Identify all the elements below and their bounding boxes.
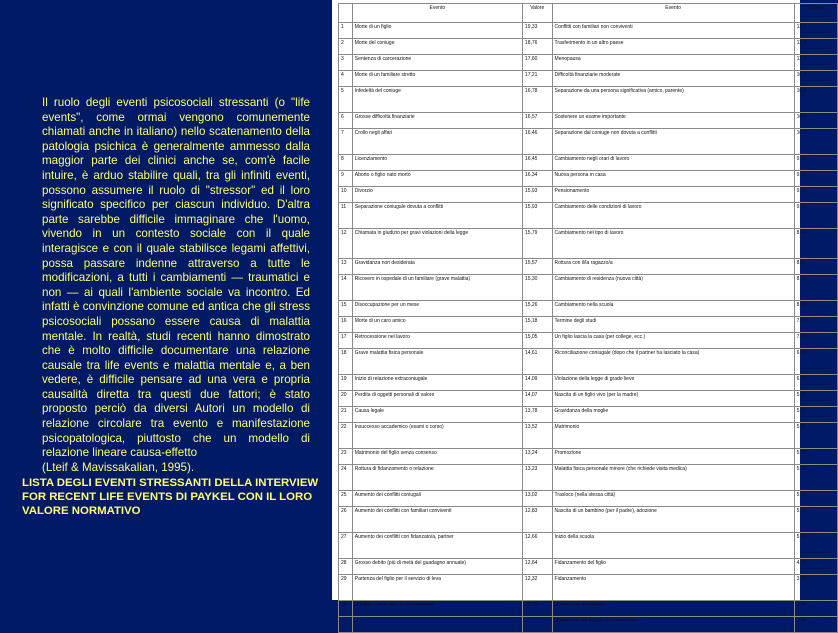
event-name-2: Fidanzamento: [552, 575, 794, 601]
row-number: 19: [339, 375, 353, 391]
table-row: [339, 259, 838, 275]
table-row: [339, 423, 838, 449]
event-name-2: Promozione: [552, 449, 794, 465]
event-value-2: 5,14: [794, 491, 837, 507]
intro-text: Il ruolo degli eventi psicosociali stressanti (o "life events", come ormai vengono comunemente chiamati anche in italiano) nello scatenamento della patologia psichica è generalmente ammesso dalla maggior parte dei clinici anche se, com'è facile intuire, è arduo stabilire quali, tra gli infiniti eventi, possono assumere il ruolo di "stressor" ed il loro significato specifico per ciascun individuo. D'altra parte sarebbe difficile immaginare che l'uomo, vivendo in un contesto sociale con il quale interagisce e con il quale stabilisce legami affettivi, possa passare indenne attraverso a tutte le modificazioni, a tutti i cambiamenti — traumatici e non — ai quali l'ambiente sociale va incontro. Ed infatti è convinzione comune ed antica che gli stress psicosociali possano essere causa di malattia mentale. In realtà, studi recenti hanno dimostrato che è molto difficile documentare una relazione causale tra life events e malattia mentale e, a ben vedere, è difficile pensare ad una vera e propria causalità diretta tra questi due fattori; è stato proposto perciò da diversi Autori un modello di relazione circolare tra evento e manifestazione psicopatologica, piuttosto che un modello di relazione lineare causa-effetto: [42, 96, 310, 460]
event-value: 15,18: [522, 317, 552, 333]
event-value: 16,34: [522, 171, 552, 187]
event-value-2: 7,61: [794, 317, 837, 333]
row-number: 12: [339, 229, 353, 259]
row-number: 10: [339, 187, 353, 203]
event-name-2: Matrimonio: [552, 423, 794, 449]
row-number: 5: [339, 87, 353, 113]
event-name-2: Sostenere un esame importante: [552, 113, 794, 129]
event-value-2: 11,0: [794, 55, 837, 71]
row-number: 14: [339, 275, 353, 301]
event-value-2: 8,84: [794, 229, 837, 259]
table-row: [339, 575, 838, 601]
event-name: Morte di un caro amico: [352, 317, 522, 333]
row-number: 21: [339, 407, 353, 423]
header-number: [339, 4, 353, 23]
event-name-2: Cambiamento nel tipo di lavoro: [552, 229, 794, 259]
event-name-2: Menopausa: [552, 55, 794, 71]
row-number: 4: [339, 71, 353, 87]
event-value: 14,09: [522, 375, 552, 391]
event-name-2: Cambiamento negli orari di lavoro: [552, 155, 794, 171]
header-event: Evento: [352, 4, 522, 23]
event-name-2: Trasloco (nella stessa città): [552, 491, 794, 507]
row-number: 15: [339, 301, 353, 317]
event-name-2: Malattia fisica personale minore (che richiede visita medica): [552, 465, 794, 491]
event-name: Licenziamento: [352, 155, 522, 171]
event-value-2: 8,53: [794, 275, 837, 301]
event-value: 17,21: [522, 71, 552, 87]
event-value: 13,23: [522, 465, 552, 491]
event-value: 13,78: [522, 407, 552, 423]
table-row: [339, 491, 838, 507]
event-name: Sentenza di carcerazione: [352, 55, 522, 71]
row-number: 22: [339, 423, 353, 449]
row-number: 6: [339, 113, 353, 129]
row-number: [339, 617, 353, 633]
event-name: Inizio di relazione extraconiugale: [352, 375, 522, 391]
row-number: 24: [339, 465, 353, 491]
event-name: [352, 617, 522, 633]
event-value-2: 12,1: [794, 23, 837, 39]
event-value-2: 5,61: [794, 423, 837, 449]
event-value-2: 5,91: [794, 391, 837, 407]
event-value: 14,61: [522, 349, 552, 375]
table-row: [339, 301, 838, 317]
event-name-2: Riconciliazione coniugale (dopo che il partner ha lasciato la casa): [552, 349, 794, 375]
event-value: 16,45: [522, 155, 552, 171]
table-row: [339, 317, 838, 333]
event-value-2: 5,39: [794, 449, 837, 465]
event-value: 12,83: [522, 507, 552, 533]
event-name: Aumento dei conflitti con familiari conviventi: [352, 507, 522, 533]
row-number: 17: [339, 333, 353, 349]
text-panel: [0, 0, 332, 600]
table-row: [339, 601, 838, 617]
event-value-2: 7,20: [794, 333, 837, 349]
row-number: 27: [339, 533, 353, 559]
row-number: 18: [339, 349, 353, 375]
event-value: 19,33: [522, 23, 552, 39]
event-value-2: 5,13: [794, 507, 837, 533]
row-number: 1: [339, 23, 353, 39]
event-name-2: Cambiamento di residenza (nuova città): [552, 275, 794, 301]
event-value-2: 10,6: [794, 87, 837, 113]
row-number: 29: [339, 575, 353, 601]
table-row: [339, 23, 838, 39]
table-row: [339, 465, 838, 491]
event-name-2: Gravidanza della moglie: [552, 407, 794, 423]
event-name: Rottura di fidanzamento o relazione: [352, 465, 522, 491]
event-value: [522, 617, 552, 633]
event-name: Ricovero in ospedale di un familiare (grave malattia): [352, 275, 522, 301]
event-name: Disoccupazione per un mese: [352, 301, 522, 317]
row-number: 2: [339, 39, 353, 55]
life-events-table: [338, 3, 838, 633]
table-row: [339, 559, 838, 575]
table-row: [339, 229, 838, 259]
event-value-2: 9,96: [794, 155, 837, 171]
event-name: Chiamata in giudizio per gravi violazioni della legge: [352, 229, 522, 259]
row-number: 11: [339, 203, 353, 229]
event-name-2: Conflitti con familiari non conviventi: [552, 23, 794, 39]
event-value-2: 3,56: [794, 601, 837, 617]
event-value: 12,32: [522, 575, 552, 601]
table-row: [339, 129, 838, 155]
table-body: [339, 23, 838, 633]
table-row: [339, 617, 838, 633]
event-name-2: Inizio della scuola: [552, 533, 794, 559]
event-value-2: 11,3: [794, 39, 837, 55]
event-name-2: Separazione da una persona significativa (amico, parente): [552, 87, 794, 113]
table-panel: [332, 0, 823, 624]
event-name: Grosse difficoltà finanziarie: [352, 113, 522, 129]
table-row: [339, 333, 838, 349]
event-value-2: 9,23: [794, 203, 837, 229]
event-name: Insuccesso accademico (esami o corso): [352, 423, 522, 449]
event-value-2: 8,15: [794, 301, 837, 317]
event-name-2: Separazione dal coniuge non dovuta a conflitti: [552, 129, 794, 155]
event-value: 15,05: [522, 333, 552, 349]
event-value: 13,52: [522, 423, 552, 449]
event-value-2: 5,20: [794, 465, 837, 491]
event-value: 16,78: [522, 87, 552, 113]
event-value: 12,21: [522, 601, 552, 617]
event-value: 15,79: [522, 229, 552, 259]
event-name: Aumento dei conflitti coniugali: [352, 491, 522, 507]
row-number: 25: [339, 491, 353, 507]
event-value: 16,57: [522, 113, 552, 129]
event-value: 15,93: [522, 203, 552, 229]
event-name-2: Fidanzamento del figlio: [552, 559, 794, 575]
row-number: 9: [339, 171, 353, 187]
event-name-2: Un figlio lascia la casa (per college, ecc.): [552, 333, 794, 349]
event-value: 15,57: [522, 259, 552, 275]
row-number: 20: [339, 391, 353, 407]
event-name: Separazione coniugale dovuta a conflitti: [352, 203, 522, 229]
event-name-2: Nascita di un bambino (per il padre), adozione: [552, 507, 794, 533]
event-name-2: Cambiamento nella scuola: [552, 301, 794, 317]
table-row: [339, 391, 838, 407]
table-row: [339, 203, 838, 229]
table-row: [339, 155, 838, 171]
event-name: Causa legale: [352, 407, 522, 423]
event-name: Morte di un figlio: [352, 23, 522, 39]
event-value-2: 10,3: [794, 129, 837, 155]
event-name: Conflitto con il capo o i collaboratori: [352, 601, 522, 617]
table-row: [339, 55, 838, 71]
event-name: Perdita di oggetti personali di valore: [352, 391, 522, 407]
event-name: Gravidanza non desiderata: [352, 259, 522, 275]
event-name: Aumento dei conflitti con fidanzato/a, partner: [352, 533, 522, 559]
event-value-2: 6,95: [794, 349, 837, 375]
event-name: Retrocessione nel lavoro: [352, 333, 522, 349]
table-row: [339, 349, 838, 375]
event-value: 16,46: [522, 129, 552, 155]
event-name: Grave malattia fisica personale: [352, 349, 522, 375]
table-row: [339, 407, 838, 423]
row-number: 16: [339, 317, 353, 333]
intro-paragraph: [42, 96, 310, 475]
citation: (Lteif & Mavissakalian, 1995).: [42, 460, 195, 474]
event-name: Partenza del figlio per il servizio di leva: [352, 575, 522, 601]
table-header-row: [339, 4, 838, 23]
event-value: 13,02: [522, 491, 552, 507]
table-row: [339, 87, 838, 113]
event-value-2: 4,53: [794, 559, 837, 575]
event-name-2: Nascita di un figlio vivo (per la madre): [552, 391, 794, 407]
event-name-2: Difficoltà finanziarie moderate: [552, 71, 794, 87]
event-name-2: Violazione della legge di grado lieve: [552, 375, 794, 391]
row-number: 3: [339, 55, 353, 71]
table-caption: LISTA DEGLI EVENTI STRESSANTI DELLA INTERVIEW FOR RECENT LIFE EVENTS DI PAYKEL CON IL LORO VALORE NORMATIVO: [22, 477, 319, 518]
event-value-2: 5,09: [794, 533, 837, 559]
event-name-2: Gravidanza desiderata: [552, 601, 794, 617]
row-number: 26: [339, 507, 353, 533]
table-row: [339, 533, 838, 559]
event-value: 12,66: [522, 533, 552, 559]
event-value-2: 9,71: [794, 171, 837, 187]
table-row: [339, 187, 838, 203]
row-number: 8: [339, 155, 353, 171]
event-name-2: Termine degli studi: [552, 317, 794, 333]
row-number: 28: [339, 559, 353, 575]
event-value: 18,76: [522, 39, 552, 55]
event-name: Morte del coniuge: [352, 39, 522, 55]
event-value-2: 3,79: [794, 575, 837, 601]
table-row: [339, 171, 838, 187]
event-name: Divorzio: [352, 187, 522, 203]
event-value: 17,60: [522, 55, 552, 71]
event-name-2: Cambiamento delle condizioni di lavoro: [552, 203, 794, 229]
event-value-2: 6,05: [794, 375, 837, 391]
event-value-2: 10,4: [794, 113, 837, 129]
table-row: [339, 113, 838, 129]
event-name: Morte di un familiare stretto: [352, 71, 522, 87]
event-value: 15,93: [522, 187, 552, 203]
event-value-2: 8,80: [794, 259, 837, 275]
event-value-2: 9,33: [794, 187, 837, 203]
table-row: [339, 449, 838, 465]
event-name: Aborto o figlio nato morto: [352, 171, 522, 187]
table-row: [339, 71, 838, 87]
table-row: [339, 507, 838, 533]
event-name: Crollo negli affari: [352, 129, 522, 155]
event-value: 15,26: [522, 301, 552, 317]
event-value: 15,30: [522, 275, 552, 301]
header-event-2: Evento: [552, 4, 794, 23]
event-name-2: Pensionamento: [552, 187, 794, 203]
event-name-2: Nuova persona in casa: [552, 171, 794, 187]
header-value-2: Valore: [794, 4, 837, 23]
event-value: 12,64: [522, 559, 552, 575]
event-name-2: Rottura con il/la ragazzo/a: [552, 259, 794, 275]
row-number: 30: [339, 601, 353, 617]
event-name: Grosso debito (più di metà del guadagno annuale): [352, 559, 522, 575]
row-number: 23: [339, 449, 353, 465]
event-value: 14,07: [522, 391, 552, 407]
row-number: 13: [339, 259, 353, 275]
table-row: [339, 39, 838, 55]
event-name: Matrimonio del figlio senza consenso: [352, 449, 522, 465]
table-row: [339, 275, 838, 301]
event-name: Infedeltà del coniuge: [352, 87, 522, 113]
event-name-2: Matrimonio del figlio/a con consenso: [552, 617, 794, 633]
event-value-2: 10,9: [794, 71, 837, 87]
header-value: Valore: [522, 4, 552, 23]
event-name-2: Trasferimento in un altro paese: [552, 39, 794, 55]
event-value-2: 5,67: [794, 407, 837, 423]
row-number: 7: [339, 129, 353, 155]
event-value: 13,24: [522, 449, 552, 465]
event-value-2: 2,94: [794, 617, 837, 633]
table-row: [339, 375, 838, 391]
